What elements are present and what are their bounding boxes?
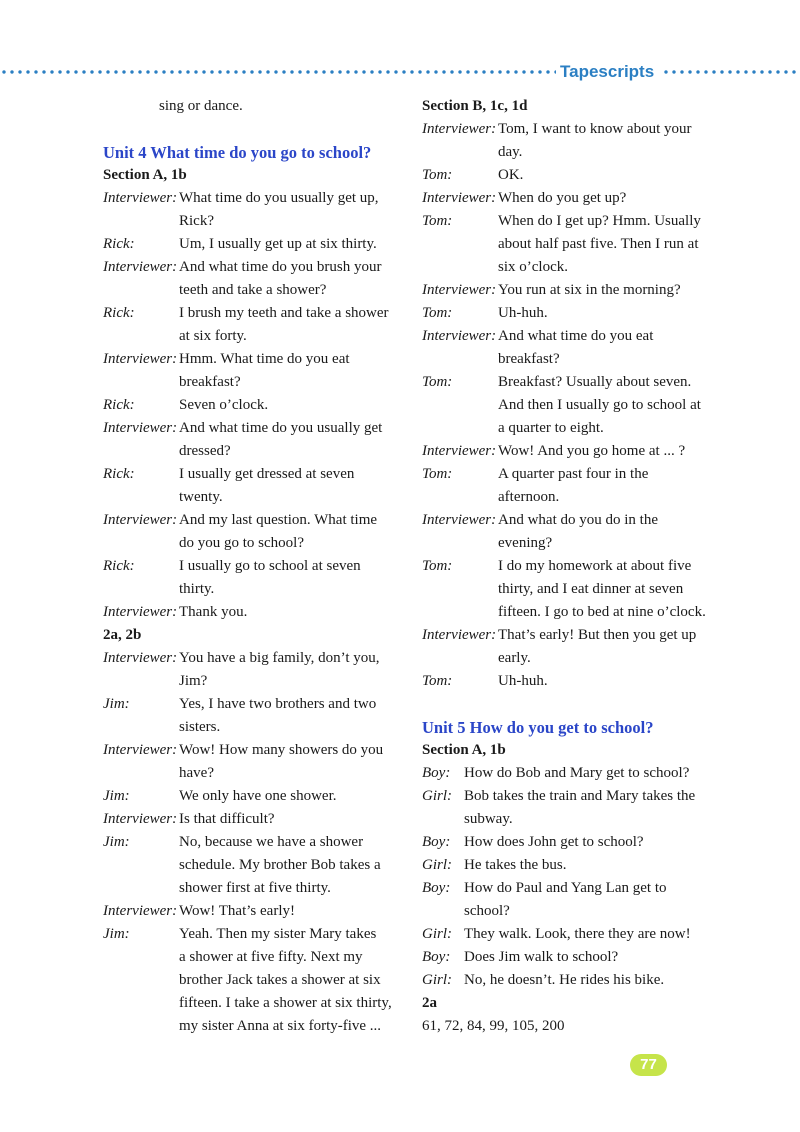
speech-line: schedule. My brother Bob takes a [179,857,381,873]
speech-line: Rick? [179,213,214,229]
speech-text [464,877,722,923]
speech-line: evening? [498,535,553,551]
speaker-label: Interviewer: [422,627,497,643]
speech-line: at six forty. [179,328,247,344]
unit4-title: Unit 4 What time do you go to school? [103,143,372,162]
speech-text [179,348,403,394]
speech-line: fifteen. I go to bed at nine o’clock. [498,604,706,620]
speaker-label: Interviewer: [103,351,178,367]
right-column [422,95,722,1038]
speech-line: Thank you. [179,604,248,620]
speech-text [498,279,722,302]
section-b-heading: Section B, 1c, 1d [422,98,528,114]
dialogue-line [422,877,722,923]
speech-text [464,785,722,831]
speech-line: When do I get up? Hmm. Usually [498,213,701,229]
speech-text [498,371,722,440]
dialogue-line [422,325,722,371]
dialogue-line [103,555,403,601]
speech-text [179,900,403,923]
speech-line: They walk. Look, there they are now! [464,926,691,942]
speech-line: Tom, I want to know about your [498,121,692,137]
dotted-rule-right [662,70,800,74]
speech-line: Jim? [179,673,208,689]
speaker-label: Rick: [103,558,135,574]
dialogue-line [103,601,403,624]
speech-text [498,210,722,279]
section-a-heading: Section A, 1b [103,167,187,183]
speech-line: afternoon. [498,489,560,505]
speaker-label: Girl: [422,788,452,804]
speaker-label: Interviewer: [103,903,178,919]
speech-text [179,923,403,1038]
speech-line: OK. [498,167,524,183]
speech-line: We only have one shower. [179,788,337,804]
speech-text [179,256,403,302]
header-title: Tapescripts [560,62,655,81]
dialogue-line [422,762,722,785]
speech-text [179,394,403,417]
speech-line: Does Jim walk to school? [464,949,619,965]
speech-line: You have a big family, don’t you, [179,650,380,666]
speech-text [464,762,722,785]
speech-line: And what time do you eat [498,328,654,344]
speech-line: How do Bob and Mary get to school? [464,765,690,781]
dialogue-line [422,969,722,992]
speech-line: have? [179,765,214,781]
speech-text [179,509,403,555]
speech-text [498,440,722,463]
dialogue-block [103,187,403,624]
speech-text [498,302,722,325]
speech-line: And what time do you brush your [179,259,382,275]
dialogue-line [422,785,722,831]
speech-line: shower first at five thirty. [179,880,331,896]
speaker-label: Interviewer: [103,650,178,666]
speech-text [179,233,403,256]
speech-line: a shower at five fifty. Next my [179,949,363,965]
speech-line: Is that difficult? [179,811,275,827]
speech-line: six o’clock. [498,259,568,275]
speech-line: No, because we have a shower [179,834,364,850]
speech-line: No, he doesn’t. He rides his bike. [464,972,665,988]
speech-line: fifteen. I take a shower at six thirty, [179,995,392,1011]
speech-line: Seven o’clock. [179,397,269,413]
page-header [0,61,800,83]
speaker-label: Tom: [422,374,453,390]
speech-line: subway. [464,811,513,827]
dialogue-line [422,210,722,279]
dialogue-line [422,302,722,325]
speech-line: about half past five. Then I run at [498,236,699,252]
speech-line: Uh-huh. [498,673,548,689]
speech-text [498,555,722,624]
speech-text [179,739,403,785]
speech-line: Wow! That’s early! [179,903,295,919]
dialogue-line [422,164,722,187]
speech-text [498,624,722,670]
dialogue-line [103,187,403,233]
speaker-label: Boy: [422,765,451,781]
section-2a2b-heading: 2a, 2b [103,627,142,643]
speaker-label: Interviewer: [422,190,497,206]
speech-line: Uh-huh. [498,305,548,321]
speech-line: teeth and take a shower? [179,282,327,298]
speech-line: You run at six in the morning? [498,282,681,298]
dialogue-block [103,647,403,1038]
dialogue-line [103,463,403,509]
speech-line: twenty. [179,489,223,505]
speech-line: a quarter to eight. [498,420,604,436]
speaker-label: Jim: [103,834,130,850]
speech-line: dressed? [179,443,231,459]
speaker-label: Rick: [103,236,135,252]
speech-text [498,463,722,509]
speech-line: I brush my teeth and take a shower [179,305,389,321]
speech-text [498,164,722,187]
speech-line: That’s early! But then you get up [498,627,697,643]
speech-text [179,302,403,348]
dialogue-line [422,371,722,440]
speaker-label: Interviewer: [103,190,178,206]
speaker-label: Jim: [103,788,130,804]
speech-line: breakfast? [498,351,560,367]
speaker-label: Rick: [103,397,135,413]
speech-line: day. [498,144,523,160]
speech-text [464,831,722,854]
speaker-label: Jim: [103,926,130,942]
speaker-label: Jim: [103,696,130,712]
speech-line: What time do you usually get up, [179,190,379,206]
continuation-text: sing or dance. [159,98,243,114]
speaker-label: Boy: [422,834,451,850]
speech-line: breakfast? [179,374,241,390]
speech-line: my sister Anna at six forty-five ... [179,1018,382,1034]
speech-line: Wow! How many showers do you [179,742,384,758]
dialogue-line [103,808,403,831]
speech-line: sisters. [179,719,221,735]
speaker-label: Tom: [422,466,453,482]
speech-text [464,854,722,877]
dialogue-line [103,233,403,256]
dialogue-line [103,739,403,785]
speech-line: Hmm. What time do you eat [179,351,350,367]
dialogue-line [422,509,722,555]
speaker-label: Girl: [422,857,452,873]
speech-line: thirty. [179,581,215,597]
speaker-label: Tom: [422,305,453,321]
dialogue-line [422,831,722,854]
dialogue-line [103,923,403,1038]
dialogue-line [103,509,403,555]
speech-line: Wow! And you go home at ... ? [498,443,686,459]
speech-text [179,808,403,831]
unit5-title: Unit 5 How do you get to school? [422,718,654,737]
dialogue-line [103,785,403,808]
speaker-label: Interviewer: [103,742,178,758]
speaker-label: Interviewer: [422,328,497,344]
speech-line: Um, I usually get up at six thirty. [179,236,377,252]
speech-text [179,693,403,739]
speech-text [179,555,403,601]
speech-line: brother Jack takes a shower at six [179,972,381,988]
speech-line: And what time do you usually get [179,420,383,436]
speaker-label: Girl: [422,972,452,988]
speech-line: I usually get dressed at seven [179,466,355,482]
speech-text [179,831,403,900]
dialogue-line [103,394,403,417]
speech-line: He takes the bus. [464,857,567,873]
speaker-label: Interviewer: [422,512,497,528]
left-column [103,95,403,1038]
speech-line: How does John get to school? [464,834,644,850]
speaker-label: Interviewer: [422,121,497,137]
speaker-label: Tom: [422,213,453,229]
dialogue-line [103,693,403,739]
speech-line: And what do you do in the [498,512,658,528]
dialogue-line [422,854,722,877]
speaker-label: Interviewer: [422,443,497,459]
dialogue-line [422,946,722,969]
speech-line: Yeah. Then my sister Mary takes [179,926,377,942]
speech-text [498,118,722,164]
speech-text [498,325,722,371]
dialogue-line [422,279,722,302]
speech-text [179,647,403,693]
dialogue-line [422,440,722,463]
dialogue-line [103,417,403,463]
dialogue-line [422,624,722,670]
dialogue-line [422,187,722,210]
speech-text [179,785,403,808]
speech-text [179,417,403,463]
speech-line: How do Paul and Yang Lan get to [464,880,667,896]
speech-text [179,187,403,233]
speech-line: early. [498,650,531,666]
speaker-label: Tom: [422,558,453,574]
speech-text [464,923,722,946]
dialogue-line [103,302,403,348]
speech-line: A quarter past four in the [498,466,649,482]
speech-line: When do you get up? [498,190,627,206]
unit5-section-a-heading: Section A, 1b [422,742,506,758]
speech-text [498,509,722,555]
speaker-label: Girl: [422,926,452,942]
speaker-label: Rick: [103,466,135,482]
speech-text [498,670,722,693]
dialogue-line [103,831,403,900]
speaker-label: Interviewer: [103,420,178,436]
speech-line: school? [464,903,510,919]
speaker-label: Rick: [103,305,135,321]
speech-line: And then I usually go to school at [498,397,701,413]
section-2a-heading: 2a [422,995,437,1011]
dialogue-line [103,348,403,394]
speaker-label: Interviewer: [422,282,497,298]
dialogue-line [422,670,722,693]
speech-text [498,187,722,210]
dialogue-line [422,463,722,509]
dialogue-line [422,555,722,624]
dialogue-line [422,118,722,164]
dialogue-line [103,647,403,693]
dialogue-line [103,900,403,923]
speech-text [464,969,722,992]
dotted-rule-left [0,70,556,74]
speaker-label: Tom: [422,167,453,183]
speech-line: Breakfast? Usually about seven. [498,374,692,390]
speaker-label: Boy: [422,949,451,965]
speaker-label: Boy: [422,880,451,896]
dialogue-block [422,762,722,992]
speech-line: I do my homework at about five [498,558,692,574]
speaker-label: Interviewer: [103,512,178,528]
page-number: 77 [630,1054,667,1076]
speaker-label: Interviewer: [103,604,178,620]
speech-line: I usually go to school at seven [179,558,361,574]
speech-text [464,946,722,969]
dialogue-block [422,118,722,693]
speech-text [179,463,403,509]
dialogue-line [422,923,722,946]
speaker-label: Tom: [422,673,453,689]
number-list: 61, 72, 84, 99, 105, 200 [422,1018,565,1034]
speech-line: do you go to school? [179,535,304,551]
speech-line: And my last question. What time [179,512,378,528]
speech-line: thirty, and I eat dinner at seven [498,581,684,597]
speech-line: Yes, I have two brothers and two [179,696,377,712]
speaker-label: Interviewer: [103,811,178,827]
speech-line: Bob takes the train and Mary takes the [464,788,696,804]
speaker-label: Interviewer: [103,259,178,275]
speech-text [179,601,403,624]
dialogue-line [103,256,403,302]
